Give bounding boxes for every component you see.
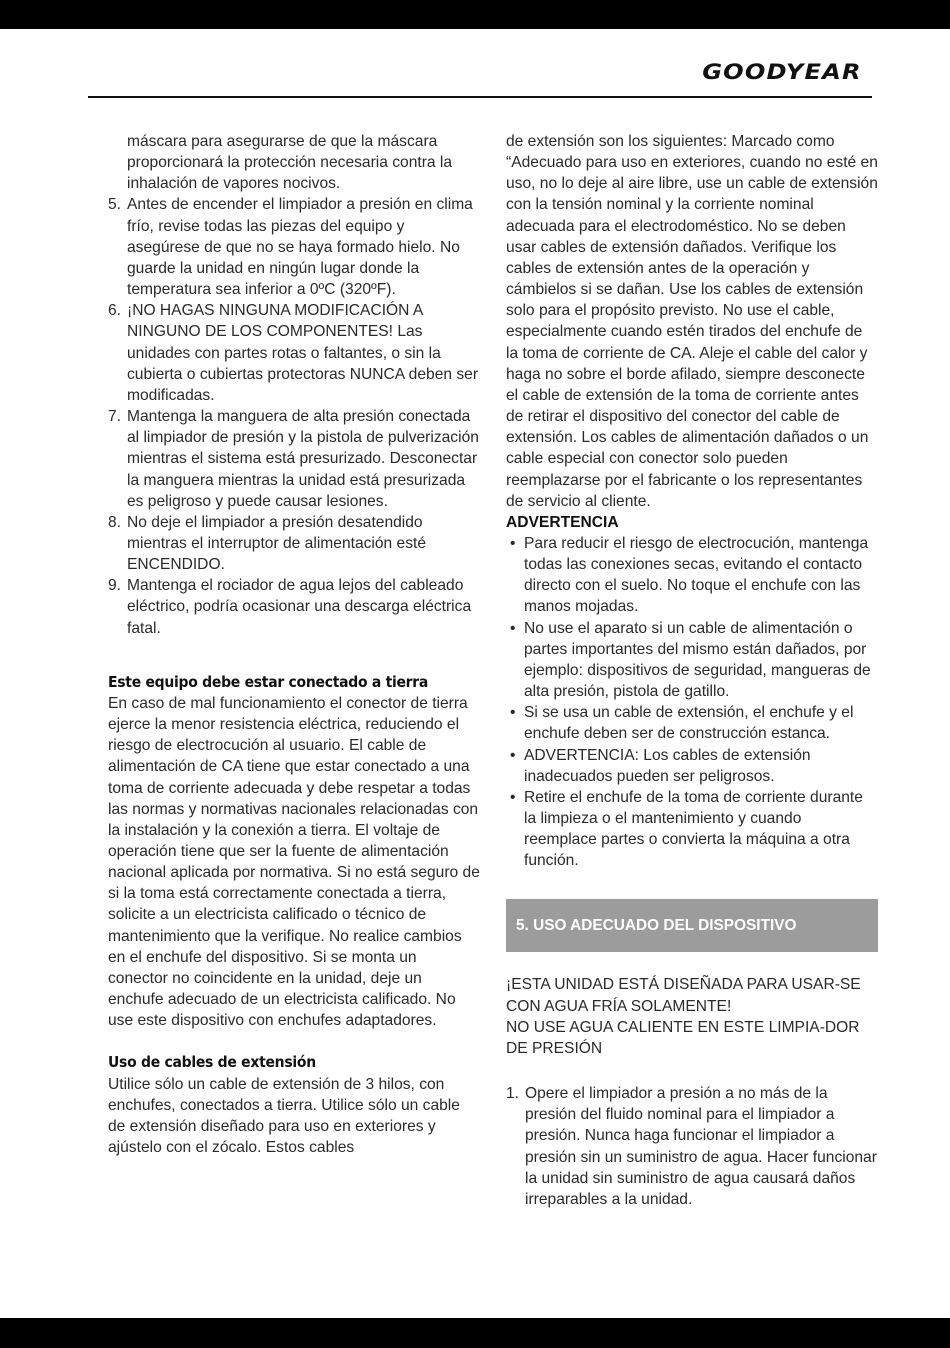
bullet-text: ADVERTENCIA: Los cables de extensión inadecuados pueden ser peligrosos. [524, 746, 811, 785]
section-banner: 5. USO ADECUADO DEL DISPOSITIVO [506, 899, 878, 952]
bullet-icon: • [510, 788, 516, 806]
bottom-black-bar [0, 1318, 950, 1348]
extension-cords-heading: Uso de cables de extensión [108, 1053, 316, 1072]
list-item [108, 512, 480, 575]
usage-list [506, 1083, 878, 1210]
grounding-heading: Este equipo debe estar conectado a tierra [108, 672, 429, 691]
item-number: 8. [108, 513, 122, 531]
bullet-icon: • [510, 746, 516, 764]
bullet-text: Para reducir el riesgo de electrocución, mantenga todas las conexiones secas, evitando el contacto directo con el suelo. No toque el enchufe con las manos mojadas. [524, 534, 869, 616]
bullet-text: No use el aparato si un cable de alimentación o partes importantes del mismo están dañados, por ejemplo: dispositivos de seguridad, mangueras de alta presión, pistola de gatillo. [524, 619, 871, 701]
grounding-paragraph: En caso de mal funcionamiento el conector de tierra ejerce la menor resistencia eléctrica, reduciendo el riesgo de electrocución al usuario. El cable de alimentación de CA tiene que estar conectado a una toma de corriente adecuada y debe respetar a todas las normas y normativas nacionales relacionadas con la instalación y la conexión a tierra. El voltaje de operación tiene que ser la fuente de alimentación nacional aplicada por normativa. Si no está seguro de si la toma está correctamente conectada a tierra, solicite a un electricista calificado o técnico de mantenimiento que la verifique. No realice cambios en el enchufe del dispositivo. Si se monta un conector no coincidente en la unidad, deje un enchufe adecuado de un electricista calificado. No use este dispositivo con enchufes adaptadores. [108, 694, 480, 1030]
header-rule [88, 96, 872, 98]
item-text: Mantenga la manguera de alta presión conectada al limpiador de presión y la pistola de pulverización mientras el sistema está presurizado. Desconectar la manguera mientras la unidad está presurizada es peligroso y puede causar lesiones. [127, 408, 479, 510]
bullet-text: Si se usa un cable de extensión, el enchufe y el enchufe deben ser de construcción estanca. [524, 704, 854, 743]
right-column [506, 131, 878, 1210]
list-item [108, 300, 480, 406]
list-item [510, 787, 878, 872]
left-column [108, 131, 480, 1158]
bullet-icon: • [510, 704, 516, 722]
continued-item-text: máscara para asegurarse de que la máscara proporcionará la protección necesaria contra la inhalación de vapores nocivos. [127, 133, 453, 193]
item-number: 7. [108, 408, 122, 426]
item-number: 6. [108, 302, 122, 320]
list-item [506, 1083, 878, 1210]
bullet-text: Retire el enchufe de la toma de corriente durante la limpieza o el mantenimiento y cuando reemplace partes o convierta la máquina a otra función. [524, 788, 863, 870]
list-item [108, 575, 480, 638]
goodyear-logo: GOODYEAR [702, 60, 862, 84]
list-item [108, 406, 480, 512]
item-number: 9. [108, 577, 122, 595]
bullet-icon: • [510, 534, 516, 552]
item-text: Antes de encender el limpiador a presión en clima frío, revise todas las piezas del equipo y asegúrese de que no se haya formado hielo. No guarde la unidad en ningún lugar donde la temperatura sea inferior a 0ºC (320ºF). [127, 196, 473, 299]
extension-cords-paragraph: Utilice sólo un cable de extensión de 3 hilos, con enchufes, conectados a tierra. Utilice sólo un cable de extensión diseñado para uso en exteriores y ajústelo con el zócalo. Estos cables [108, 1075, 460, 1157]
bullet-icon: • [510, 619, 516, 637]
item-text: Mantenga el rociador de agua lejos del cableado eléctrico, podría ocasionar una descarga eléctrica fatal. [127, 577, 472, 637]
list-item [510, 745, 878, 787]
list-item [510, 618, 878, 703]
list-item [108, 194, 480, 300]
top-black-bar [0, 0, 950, 29]
item-number: 5. [108, 196, 122, 214]
warning-bullets [506, 533, 878, 872]
safety-list-left [108, 194, 480, 638]
item-text: No deje el limpiador a presión desatendido mientras el interruptor de alimentación esté ENCENDIDO. [127, 513, 427, 574]
hot-water-warning: NO USE AGUA CALIENTE EN ESTE LIMPIA-DOR DE PRESIÓN [506, 1018, 860, 1057]
item-text: ¡NO HAGAS NINGUNA MODIFICACIÓN A NINGUNO DE LOS COMPONENTES! Las unidades con partes rotas o faltantes, o sin la cubierta o cubiertas protectoras NUNCA deben ser modificadas. [127, 302, 479, 404]
item-text: Opere el limpiador a presión a no más de la presión del fluido nominal para el limpiador a presión. Nunca haga funcionar el limpiador a presión sin un suministro de agua. Hacer funcionar la unidad sin suministro de agua causará daños irreparables a la unidad. [525, 1085, 877, 1208]
warning-heading: ADVERTENCIA [506, 513, 619, 531]
item-number: 1. [506, 1085, 520, 1103]
cold-water-notice: ¡ESTA UNIDAD ESTÁ DISEÑADA PARA USAR-SE CON AGUA FRÍA SOLAMENTE! [506, 976, 861, 1015]
extension-cords-continued: de extensión son los siguientes: Marcado como “Adecuado para uso en exteriores, cuando no esté en uso, no lo deje al aire libre, use un cable de extensión con la tensión nominal y la corriente nominal adecuada para el electrodoméstico. No se deben usar cables de extensión dañados. Verifique los cables de extensión antes de la operación y cámbielos si se dañan. Use los cables de extensión solo para el propósito previsto. No use el cable, especialmente cuando estén tirados del enchufe de la toma de corriente de CA. Aleje el cable del calor y haga no sobre el borde afilado, siempre desconecte el cable de extensión de la toma de corriente antes de retirar el dispositivo del conector del cable de extensión. Los cables de alimentación dañados o un cable especial con conector solo pueden reemplazarse por el fabricante o los representantes de servicio al cliente. [506, 133, 878, 510]
list-item [510, 702, 878, 744]
list-item [510, 533, 878, 618]
